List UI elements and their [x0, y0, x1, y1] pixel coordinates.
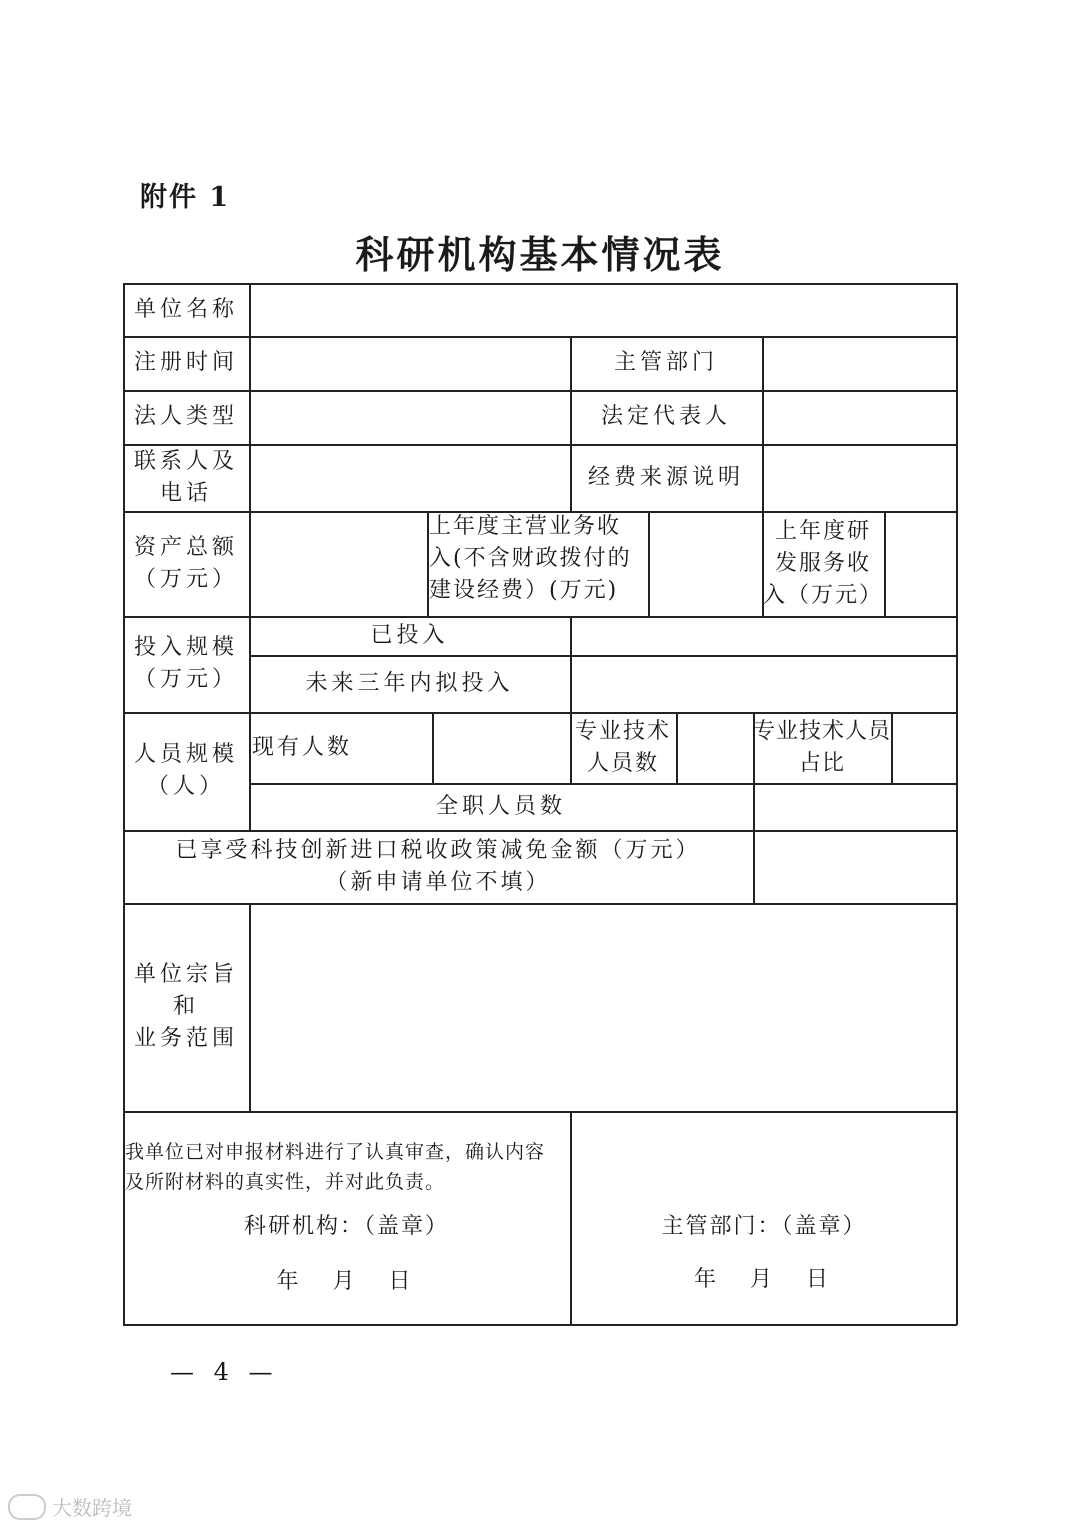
- watermark-text: 大数跨境: [52, 1496, 132, 1520]
- fund-source-field[interactable]: [764, 446, 955, 510]
- tech-staff-field[interactable]: [678, 714, 752, 782]
- attachment-label: 附件 1: [140, 182, 231, 213]
- label-fund-source: 经费来源说明: [587, 464, 744, 490]
- label-contact: 联系人及 电话: [133, 448, 238, 506]
- label-current-staff: 现有人数: [252, 734, 353, 760]
- current-staff-field[interactable]: [434, 714, 569, 782]
- dept-date-label: 年 月 日: [693, 1267, 834, 1292]
- label-invest-scale: 投入规模 （万元）: [133, 635, 238, 692]
- watermark-logo-icon: [8, 1494, 46, 1520]
- reg-time-field[interactable]: [251, 338, 569, 389]
- invested-field[interactable]: [572, 618, 955, 654]
- label-reg-time: 注册时间: [133, 350, 238, 375]
- label-invested: 已投入: [370, 622, 449, 648]
- label-rd-income: 上年度研 发服务收 入（万元）: [762, 518, 883, 608]
- supervisor-dept-field[interactable]: [764, 338, 955, 389]
- legal-rep-field[interactable]: [764, 392, 955, 443]
- declaration-text: 我单位已对申报材料进行了认真审查，确认内容 及所附材料的真实性，并对此负责。: [125, 1141, 546, 1193]
- tax-relief-field[interactable]: [755, 832, 955, 902]
- tech-ratio-field[interactable]: [893, 714, 955, 782]
- org-date-label: 年 月 日: [276, 1269, 417, 1294]
- page-title: 科研机构基本情况表: [355, 232, 725, 277]
- fulltime-field[interactable]: [755, 785, 955, 829]
- page-number: — 4 —: [170, 1358, 279, 1386]
- unit-name-field[interactable]: [251, 285, 955, 335]
- purpose-scope-field[interactable]: [251, 905, 955, 1110]
- label-assets: 资产总额 （万元）: [133, 534, 238, 592]
- label-staff-scale: 人员规模 （人）: [133, 742, 238, 799]
- watermark: [8, 1492, 132, 1521]
- rd-income-field[interactable]: [886, 513, 955, 615]
- contact-field[interactable]: [251, 446, 569, 510]
- main-income-field[interactable]: [650, 513, 761, 615]
- label-legal-type: 法人类型: [133, 404, 238, 429]
- label-tech-staff: 专业技术 人员数: [574, 718, 671, 776]
- assets-field[interactable]: [251, 513, 426, 615]
- dept-seal-label: 主管部门：（盖章）: [661, 1214, 867, 1239]
- label-supervisor-dept: 主管部门: [613, 350, 718, 375]
- label-unit-name: 单位名称: [133, 296, 238, 322]
- planned-invest-field[interactable]: [572, 657, 955, 711]
- label-tech-ratio: 专业技术人员 占比: [753, 718, 892, 776]
- label-planned-invest: 未来三年内拟投入: [305, 670, 514, 696]
- label-purpose-scope: 单位宗旨 和 业务范围: [133, 962, 238, 1051]
- label-fulltime: 全职人员数: [435, 793, 566, 819]
- legal-type-field[interactable]: [251, 392, 569, 443]
- label-tax-relief: 已享受科技创新进口税收政策减免金额（万元） （新申请单位不填）: [175, 837, 701, 895]
- org-seal-label: 科研机构：（盖章）: [243, 1214, 449, 1239]
- label-legal-rep: 法定代表人: [600, 404, 731, 429]
- label-main-income: 上年度主营业务收 入(不含财政拨付的 建设经费）(万元): [429, 514, 632, 603]
